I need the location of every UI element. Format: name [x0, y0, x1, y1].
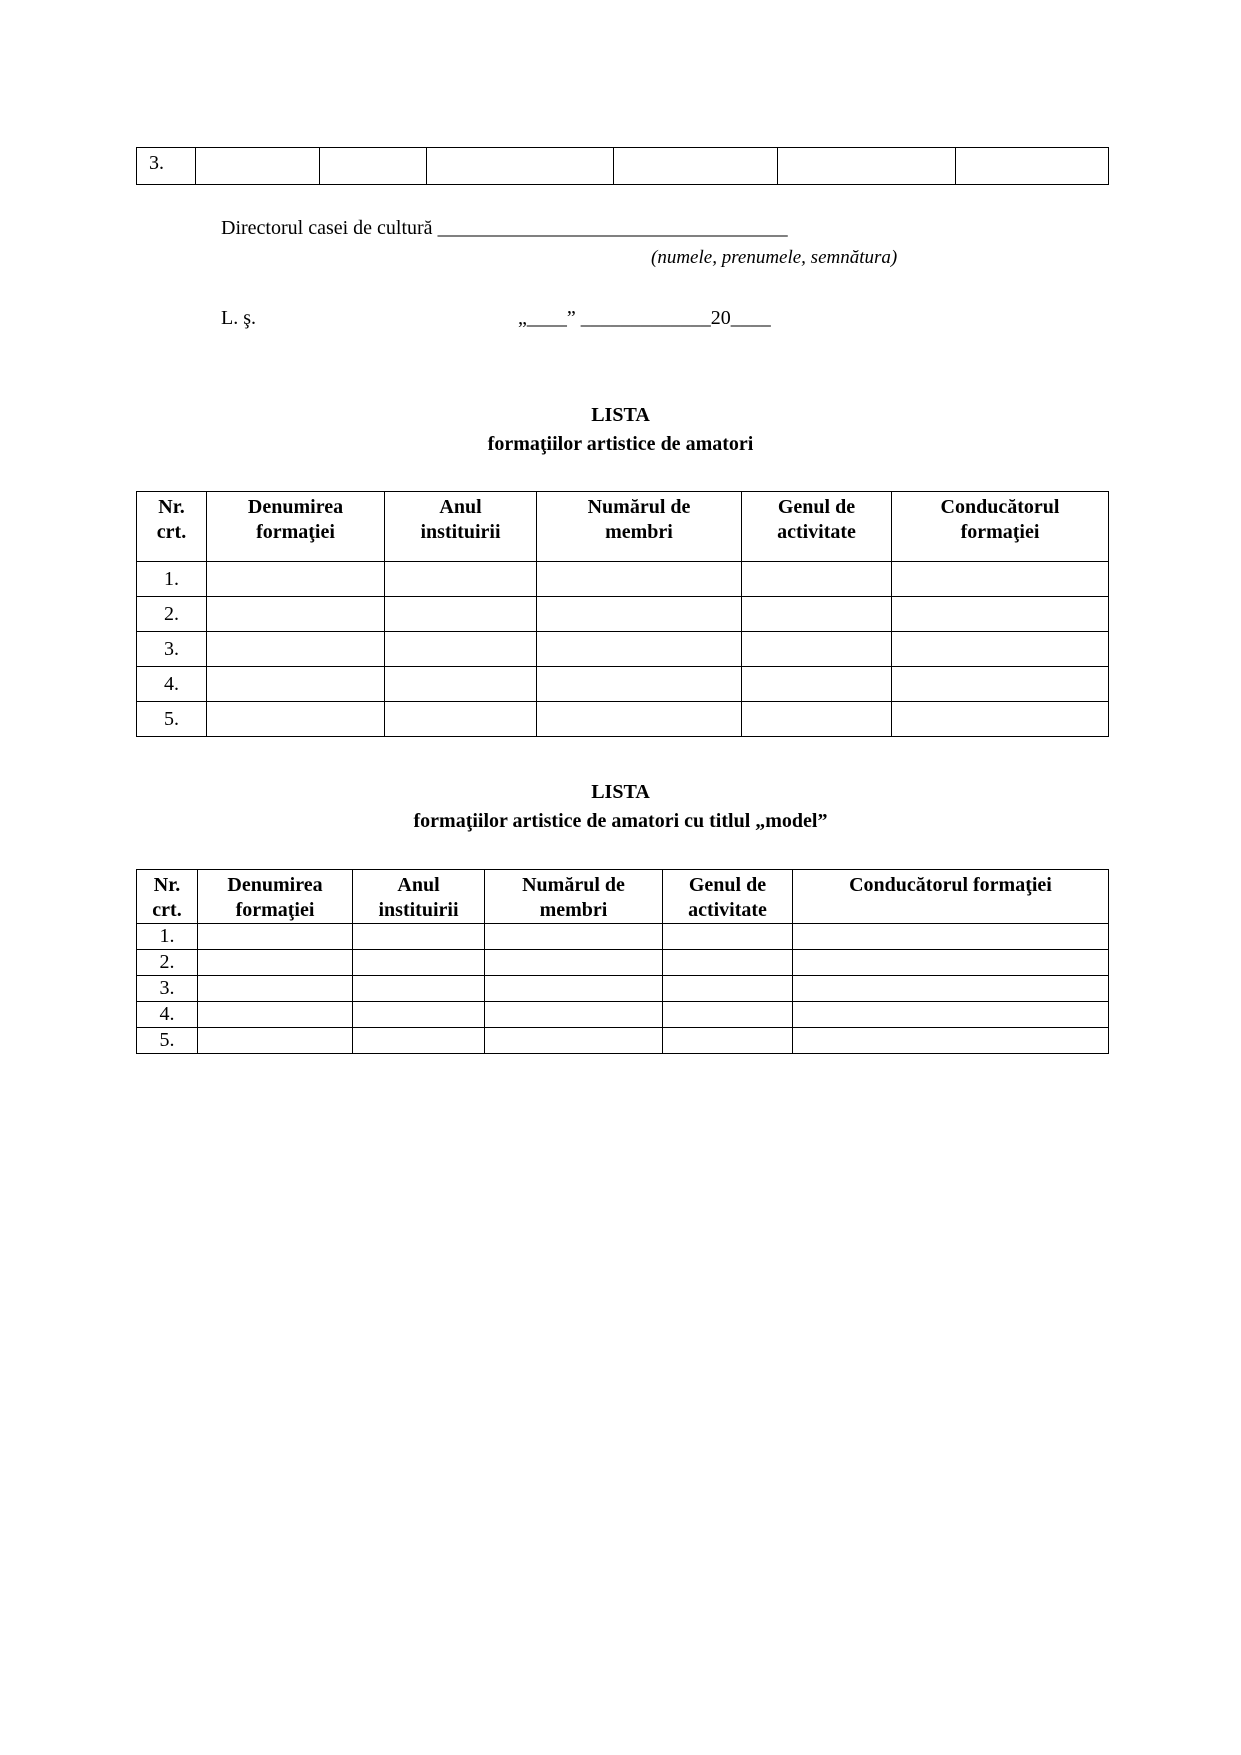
row-number: 1. — [137, 924, 198, 950]
top-table-fragment — [136, 147, 1109, 185]
row-number: 2. — [137, 950, 198, 976]
col-header-members: Numărul de membri — [537, 492, 742, 562]
table-cell — [956, 148, 1109, 185]
col-header-leader: Conducătorul formaţiei — [793, 870, 1109, 924]
director-blank: ___________________________________ — [437, 217, 788, 239]
list2-table — [136, 869, 1109, 1054]
table-row — [137, 667, 1109, 702]
director-signature-line — [221, 217, 788, 240]
table-header-row — [137, 492, 1109, 562]
table-row — [137, 976, 1109, 1002]
table-row — [137, 597, 1109, 632]
row-number: 3. — [137, 976, 198, 1002]
col-header-year: Anul instituirii — [353, 870, 485, 924]
row-number: 3. — [137, 148, 196, 185]
row-number: 3. — [137, 632, 207, 667]
list1-title: LISTA — [591, 404, 650, 426]
table-cell — [778, 148, 956, 185]
col-header-members: Numărul de membri — [485, 870, 663, 924]
table-cell — [196, 148, 320, 185]
table-row — [137, 702, 1109, 737]
table-cell — [427, 148, 614, 185]
col-header-nr: Nr. crt. — [137, 492, 207, 562]
table-row — [137, 148, 1109, 185]
row-number: 5. — [137, 702, 207, 737]
col-header-genre: Genul de activitate — [663, 870, 793, 924]
col-header-genre: Genul de activitate — [742, 492, 892, 562]
list1-subtitle: formaţiilor artistice de amatori — [487, 433, 754, 455]
list1-table — [136, 491, 1109, 737]
col-header-year: Anul instituirii — [385, 492, 537, 562]
list2-subtitle: formaţiilor artistice de amatori cu titlul „model” — [413, 810, 828, 832]
row-number: 2. — [137, 597, 207, 632]
table-header-row — [137, 870, 1109, 924]
date-field: „____” _____________20____ — [518, 307, 771, 329]
table-cell — [320, 148, 427, 185]
col-header-nr: Nr. crt. — [137, 870, 198, 924]
table-row — [137, 1028, 1109, 1054]
table-row — [137, 950, 1109, 976]
col-header-name: Denumirea formaţiei — [207, 492, 385, 562]
stamp-label: L. ş. — [221, 307, 256, 329]
row-number: 4. — [137, 1002, 198, 1028]
col-header-leader: Conducătorul formaţiei — [892, 492, 1109, 562]
table-row — [137, 562, 1109, 597]
row-number: 5. — [137, 1028, 198, 1054]
director-label: Directorul casei de cultură — [221, 217, 433, 239]
list2-title: LISTA — [591, 781, 650, 803]
signature-hint: (numele, prenumele, semnătura) — [651, 247, 898, 268]
row-number: 1. — [137, 562, 207, 597]
row-number: 4. — [137, 667, 207, 702]
table-row — [137, 1002, 1109, 1028]
col-header-name: Denumirea formaţiei — [198, 870, 353, 924]
table-row — [137, 924, 1109, 950]
table-cell — [614, 148, 778, 185]
table-row — [137, 632, 1109, 667]
